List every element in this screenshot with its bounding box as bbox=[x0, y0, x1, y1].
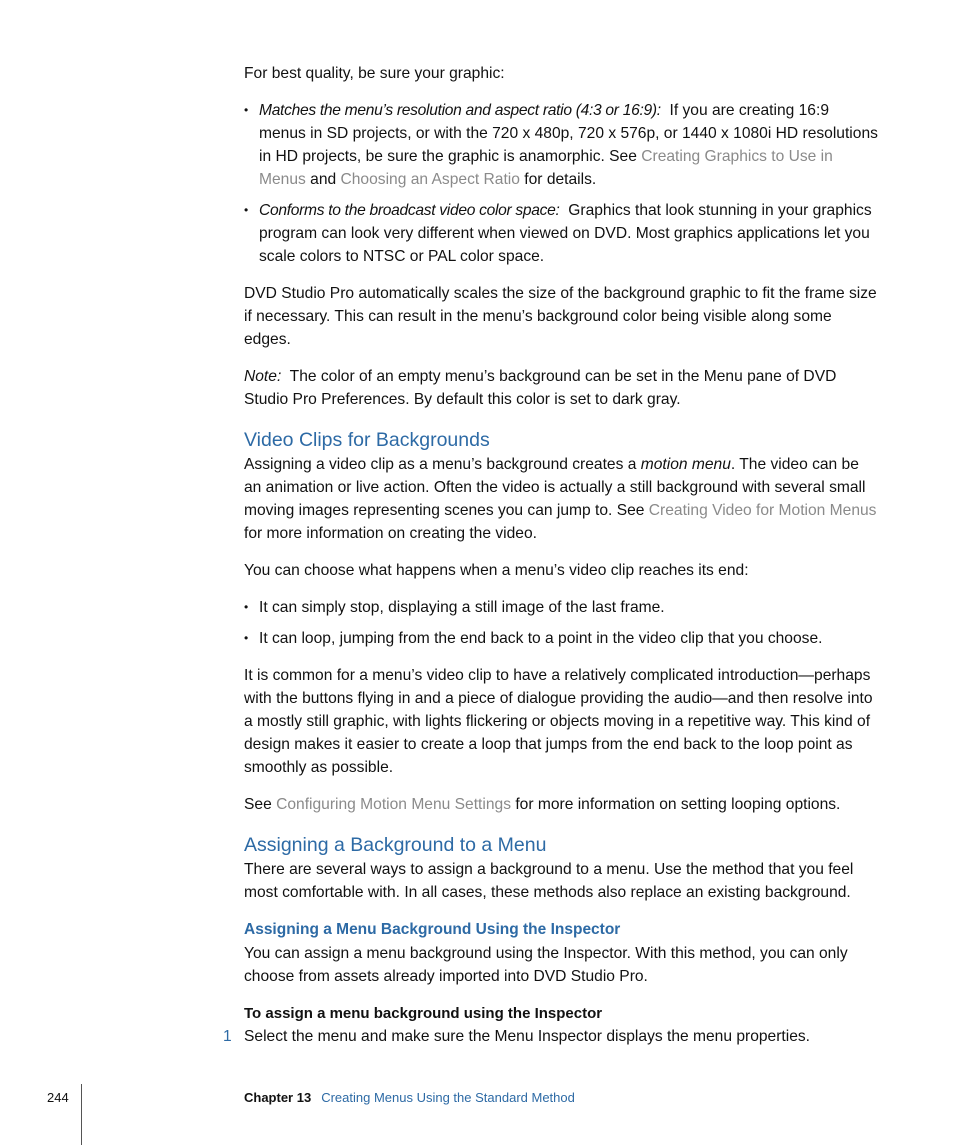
scale-paragraph: DVD Studio Pro automatically scales the size of the background graphic to fit the frame size if necessary. This can result in the menu’s background color being visible along some edges. bbox=[244, 285, 877, 348]
link-creating-graphics[interactable]: Creating Graphics to Use in Menus bbox=[259, 148, 833, 188]
link-choosing-aspect-ratio[interactable]: Choosing an Aspect Ratio bbox=[340, 171, 520, 188]
section-heading-assigning: Assigning a Background to a Menu bbox=[244, 834, 547, 856]
bullet-lead: Conforms to the broadcast video color space: bbox=[259, 202, 560, 219]
subsection-heading-inspector: Assigning a Menu Background Using the Inspector bbox=[244, 921, 621, 938]
list-item: • It can loop, jumping from the end back to a point in the video clip that you choose. bbox=[244, 627, 880, 650]
page-number: 244 bbox=[47, 1090, 69, 1105]
section-heading-video-clips: Video Clips for Backgrounds bbox=[244, 429, 490, 451]
task-title: To assign a menu background using the Inspector bbox=[244, 1005, 603, 1022]
video-clips-paragraph: Assigning a video clip as a menu’s background creates a motion menu. The video can be an animation or live action. Often the video is actually a still background with several small moving images representing scenes you can jump to. See Creating Video for Motion Menus for more information on creating the video. bbox=[244, 456, 877, 542]
see-paragraph: See Configuring Motion Menu Settings for more information on setting looping options. bbox=[244, 796, 841, 813]
link-configuring-motion[interactable]: Configuring Motion Menu Settings bbox=[276, 796, 511, 813]
assigning-paragraph: There are several ways to assign a background to a menu. Use the method that you feel most comfortable with. In all cases, these methods also replace an existing background. bbox=[244, 861, 854, 901]
note-label: Note: bbox=[244, 368, 282, 385]
chapter-title: Creating Menus Using the Standard Method bbox=[321, 1090, 575, 1105]
step-1 bbox=[223, 1025, 880, 1048]
page-content bbox=[223, 62, 880, 1048]
list-item: • Matches the menu’s resolution and aspect ratio (4:3 or 16:9): If you are creating 16:9 menus in SD projects, or with the 720 x 480p, 720 x 576p, or 1440 x 1080i HD resolutions in HD projects, be sure the graphic is anamorphic. See Creating Graphics to Use in Menus and Choosing an Aspect Ratio for details. bbox=[244, 99, 880, 191]
inspector-paragraph: You can assign a menu background using the Inspector. With this method, you can only choose from assets already imported into DVD Studio Pro. bbox=[244, 945, 848, 985]
chapter-footer bbox=[244, 1086, 575, 1109]
step-text: Select the menu and make sure the Menu Inspector displays the menu properties. bbox=[244, 1028, 811, 1045]
footer-divider bbox=[81, 1084, 82, 1145]
list-item: • Conforms to the broadcast video color space: Graphics that look stunning in your graphics program can look very different when viewed on DVD. Most graphics applications let you scale colors to NTSC or PAL color space. bbox=[244, 199, 880, 268]
video-end-list bbox=[244, 596, 880, 650]
design-paragraph: It is common for a menu’s video clip to have a relatively complicated introduction—perhaps with the buttons flying in and a piece of dialogue providing the audio—and then resolve into a mostly still graphic, with lights flickering or objects moving in a repetitive way. This kind of design makes it easier to create a loop that jumps from the end back to the loop point as smoothly as possible. bbox=[244, 667, 873, 776]
intro-text: For best quality, be sure your graphic: bbox=[244, 65, 505, 82]
link-creating-video[interactable]: Creating Video for Motion Menus bbox=[648, 502, 877, 519]
step-number: 1 bbox=[223, 1028, 232, 1045]
bullet-lead: Matches the menu’s resolution and aspect ratio (4:3 or 16:9): bbox=[259, 102, 661, 119]
quality-list bbox=[244, 99, 880, 268]
note-paragraph: Note: The color of an empty menu’s background can be set in the Menu pane of DVD Studio Pro Preferences. By default this color is set to dark gray. bbox=[244, 368, 837, 408]
list-item: • It can simply stop, displaying a still image of the last frame. bbox=[244, 596, 880, 619]
chapter-label: Chapter 13 bbox=[244, 1090, 312, 1105]
choose-paragraph: You can choose what happens when a menu’s video clip reaches its end: bbox=[244, 562, 749, 579]
